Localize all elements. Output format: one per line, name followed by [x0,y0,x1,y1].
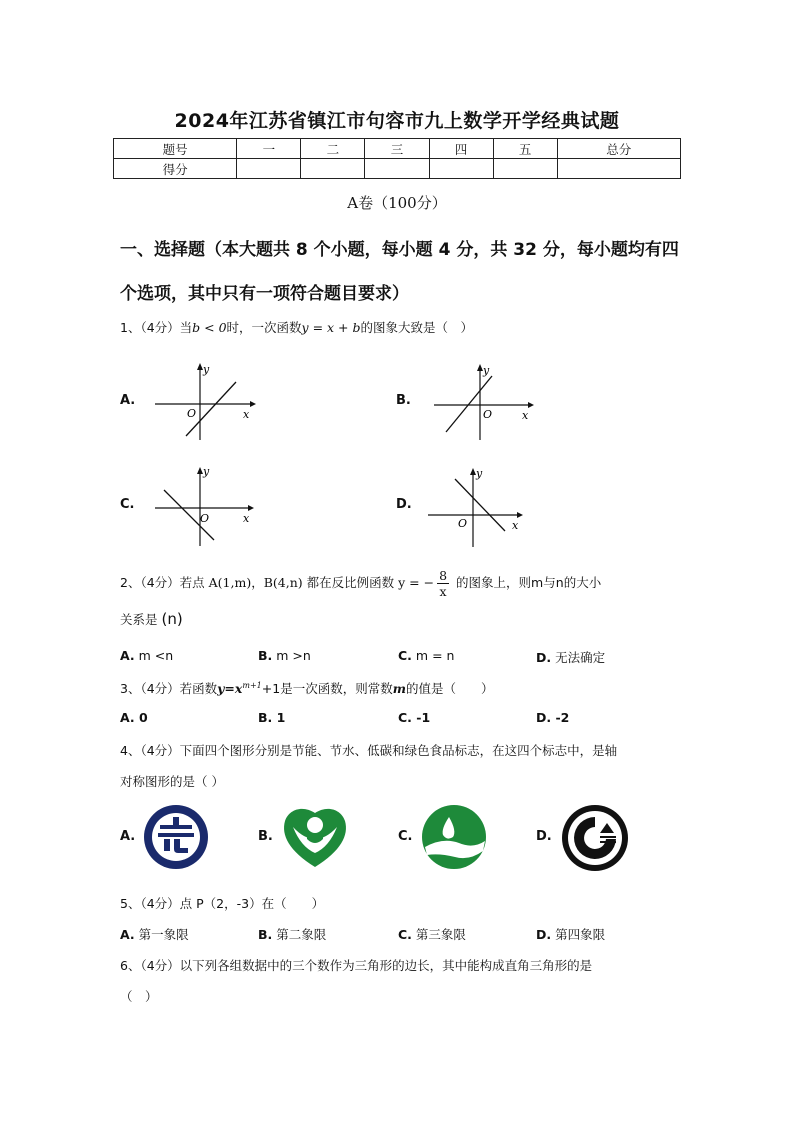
score-cell: 题号 [114,139,237,159]
score-input-cell[interactable] [493,159,557,179]
q5-option-c-label: C. [398,927,412,942]
q2-tail: 的大小 [563,575,602,590]
score-table [113,138,681,179]
q2-fraction-denominator: x [439,584,447,599]
q2-option-c-label: C. [398,648,412,663]
q2-line2-tail: (n) [161,610,183,628]
q4-option-b-label[interactable]: B. [258,829,273,844]
q3-tail: 的值是（ ） [405,681,494,696]
q5-option-b[interactable] [258,925,326,943]
q5-option-b-text: 第二象限 [276,927,327,942]
score-input-cell[interactable] [301,159,365,179]
q2-option-b-text: m >n [276,648,311,663]
q5-option-c[interactable] [398,925,466,943]
q1-function: y = x + b [301,320,361,335]
q2-option-d-label: D. [536,650,552,665]
q3-option-b-label: B. [258,710,273,725]
q1-graph-a-origin: O [187,407,197,420]
q3-option-a-label: A. [120,710,135,725]
q3-func: y=x [217,681,243,696]
low-carbon-logo-icon [419,803,489,871]
score-cell: 三 [365,139,429,159]
q2-suffix: 的图象上，则 [456,575,532,590]
q2-point-a: A(1,m) [208,575,252,590]
question-1-stem [120,318,473,336]
question-2-line2 [120,610,183,628]
q3-option-d-label: D. [536,710,552,725]
q2-n: n [555,575,564,590]
q3-m: m [392,681,406,696]
q5-option-a[interactable] [120,925,189,943]
score-table-score-row [114,159,681,179]
q2-option-d-text: 无法确定 [555,650,606,665]
q1-condition: b < 0 [192,320,227,335]
q1-graph-c-origin: O [200,512,210,525]
score-table-header-row [114,139,681,159]
green-food-logo-icon [560,803,630,873]
score-cell: 得分 [114,159,237,179]
q2-m: m [531,575,544,590]
q1-graph-b-origin: O [483,408,493,421]
q1-graph-d-x-label: x [512,519,519,532]
q3-option-c[interactable] [398,710,430,725]
q1-graph-a-x-label: x [243,408,250,421]
question-3-stem [120,679,493,697]
score-input-cell[interactable] [557,159,680,179]
q1-graph-b-y-label: y [483,364,490,377]
q4-option-d-label[interactable]: D. [536,829,552,844]
q2-prefix: 2、（4分）若点 [120,575,205,590]
question-2-stem [120,568,680,599]
q1-graph-c [150,464,260,550]
q1-graph-b [430,362,540,444]
section-heading: 一、选择题（本大题共 8 个小题，每小题 4 分，共 32 分，每小题均有四个选项，其中只有一项符合题目要求） [120,240,679,304]
q1-mid: 时，一次函数 [226,320,302,335]
q2-fraction-numerator: 8 [439,568,448,583]
q1-graph-a-y-label: y [203,363,210,376]
q2-func-lhs: y = − [398,575,435,590]
q2-mid: 都在反比例函数 [306,575,395,590]
q1-option-b-label[interactable]: B. [396,393,411,408]
q5-option-a-text: 第一象限 [138,927,189,942]
q3-option-b[interactable] [258,710,285,725]
page-title: 2024年江苏省镇江市句容市九上数学开学经典试题 [174,110,620,132]
q3-option-d-text: -2 [555,710,570,725]
q4-option-c-label[interactable]: C. [398,829,413,844]
q1-graph-c-x-label: x [243,512,250,525]
score-cell: 五 [493,139,557,159]
q5-option-d[interactable] [536,925,605,943]
section-subtitle: A卷（100分） [347,194,447,212]
question-5-stem: 5、（4分）点 P（2，-3）在（ ） [120,896,325,911]
q3-option-b-text: 1 [276,710,286,725]
q3-option-a-text: 0 [139,710,148,725]
score-input-cell[interactable] [365,159,429,179]
q1-option-a-label[interactable]: A. [120,393,136,408]
score-cell: 总分 [557,139,680,159]
question-6-line1: 6、（4分）以下列各组数据中的三个数作为三角形的边长，其中能构成直角三角形的是 [120,958,593,973]
q5-option-d-label: D. [536,927,552,942]
q1-graph-a [150,360,260,444]
q1-graph-b-x-label: x [522,409,529,422]
score-cell: 一 [237,139,301,159]
q5-option-b-label: B. [258,927,273,942]
q2-line2: 关系是 [120,612,158,627]
q2-option-b[interactable] [258,648,311,663]
q1-graph-d-y-label: y [476,467,483,480]
q2-option-c[interactable] [398,648,454,663]
q2-option-a-label: A. [120,648,135,663]
question-4-line1: 4、（4分）下面四个图形分别是节能、节水、低碳和绿色食品标志，在这四个标志中，是轴 [120,743,618,758]
q1-suffix: 的图象大致是（ ） [360,320,474,335]
score-cell: 二 [301,139,365,159]
q3-option-c-label: C. [398,710,412,725]
q3-option-a[interactable] [120,710,148,725]
q5-option-a-label: A. [120,927,135,942]
q1-graph-c-y-label: y [203,465,210,478]
q1-prefix: 1、（4分）当 [120,320,193,335]
score-cell: 四 [429,139,493,159]
score-input-cell[interactable] [237,159,301,179]
q2-fraction [437,568,449,599]
q3-option-d[interactable] [536,710,569,725]
q3-exponent: m+1 [242,680,262,690]
score-input-cell[interactable] [429,159,493,179]
q2-sep: ， [251,575,264,590]
q5-option-d-text: 第四象限 [555,927,606,942]
energy-saving-logo-icon [142,803,210,871]
question-6-line2: （ ） [120,989,158,1004]
question-4-line2: 对称图形的是（ ） [120,774,224,789]
q5-option-c-text: 第三象限 [415,927,466,942]
q2-option-d[interactable] [536,648,605,666]
q2-option-b-label: B. [258,648,273,663]
q2-point-b: B(4,n) [263,575,303,590]
water-saving-logo-icon [279,803,351,871]
q3-option-c-text: -1 [416,710,431,725]
q3-prefix: 3、（4分）若函数 [120,681,218,696]
q1-option-d-label[interactable]: D. [396,497,412,512]
q1-graph-d-origin: O [458,517,468,530]
q2-option-a-text: m <n [138,648,174,663]
q1-graph-d [425,465,535,549]
q2-option-a[interactable] [120,648,173,663]
q1-option-c-label[interactable]: C. [120,497,135,512]
q2-and: 与 [543,575,556,590]
q4-option-a-label[interactable]: A. [120,829,136,844]
q3-func-tail: +1 [261,681,281,696]
q2-option-c-text: m = n [415,648,455,663]
q3-suffix: 是一次函数，则常数 [280,681,393,696]
